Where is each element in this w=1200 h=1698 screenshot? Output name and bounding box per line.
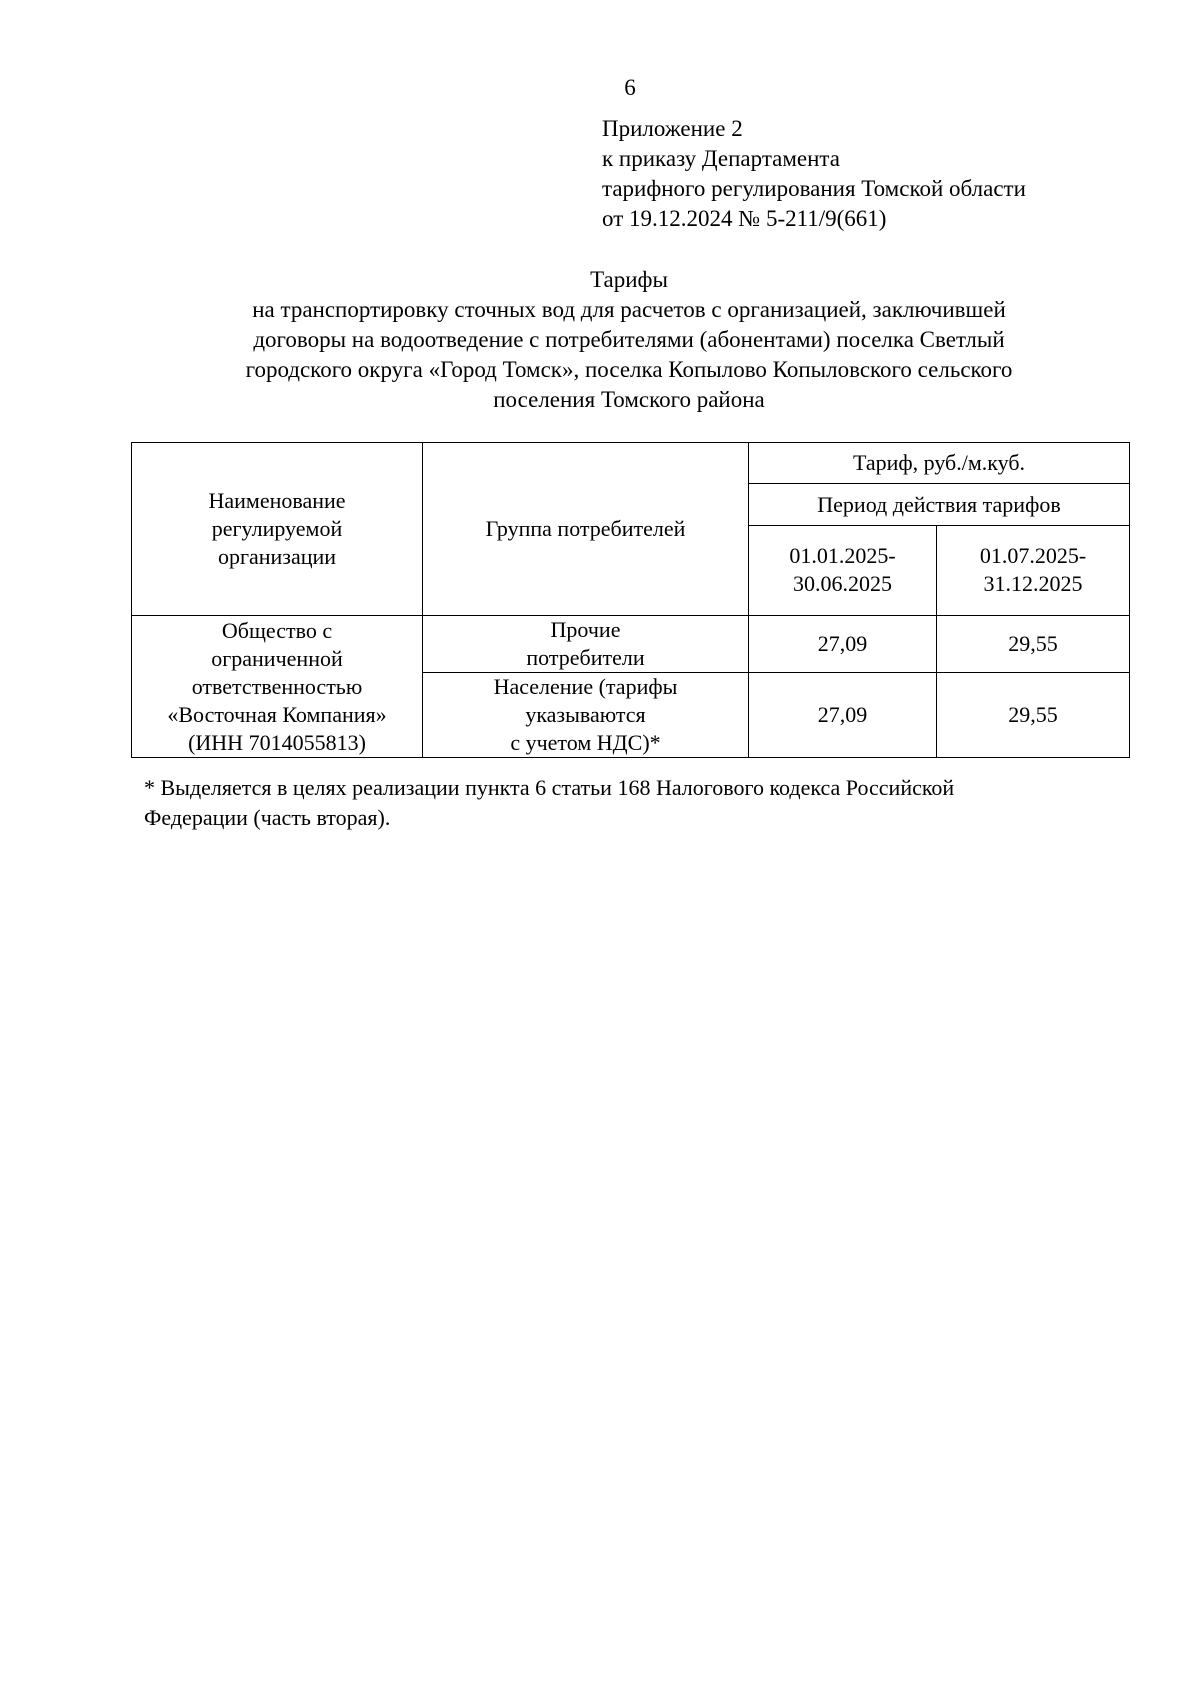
tariff-value-cell: 27,09 xyxy=(749,673,937,758)
title-heading: Тарифы xyxy=(590,267,668,292)
header-period-1: 01.01.2025- 30.06.2025 xyxy=(749,525,937,615)
tariff-value-cell: 27,09 xyxy=(749,616,937,673)
table-row xyxy=(132,616,1130,673)
tariff-value-cell: 29,55 xyxy=(937,616,1130,673)
appendix-line: от 19.12.2024 № 5-211/9(661) xyxy=(602,206,887,231)
appendix-line: тарифного регулирования Томской области xyxy=(602,176,1026,201)
consumer-group-cell: Прочие потребители xyxy=(423,616,749,673)
title-line: на транспортировку сточных вод для расчетов с организацией, заключившей xyxy=(252,297,1006,322)
consumer-group-cell: Население (тарифы указываются с учетом НДС)* xyxy=(423,673,749,758)
tariff-table xyxy=(131,442,1130,758)
footnote-line: Федерации (часть вторая). xyxy=(144,805,391,830)
header-period-2: 01.07.2025- 31.12.2025 xyxy=(937,525,1130,615)
title-line: поселения Томского района xyxy=(493,387,765,412)
document-title xyxy=(130,265,1128,415)
header-consumer-group: Группа потребителей xyxy=(423,443,749,616)
tariff-value-cell: 29,55 xyxy=(937,673,1130,758)
appendix-line: к приказу Департамента xyxy=(602,146,840,171)
appendix-line: Приложение 2 xyxy=(602,116,743,141)
header-organization: Наименование регулируемой организации xyxy=(132,443,423,616)
organization-cell: Общество с ограниченной ответственностью «Восточная Компания» (ИНН 7014055813) xyxy=(132,616,423,758)
header-tariff: Тариф, руб./м.куб. xyxy=(749,443,1130,484)
title-line: городского округа «Город Томск», поселка Копылово Копыловского сельского xyxy=(245,357,1013,382)
page-number: 6 xyxy=(624,75,636,100)
appendix-block xyxy=(602,114,1026,234)
title-line: договоры на водоотведение с потребителями (абонентами) поселка Светлый xyxy=(253,327,1005,352)
footnote-line: * Выделяется в целях реализации пункта 6 статьи 168 Налогового кодекса Российской xyxy=(144,775,955,800)
footnote xyxy=(144,773,1119,833)
header-period: Период действия тарифов xyxy=(749,484,1130,525)
